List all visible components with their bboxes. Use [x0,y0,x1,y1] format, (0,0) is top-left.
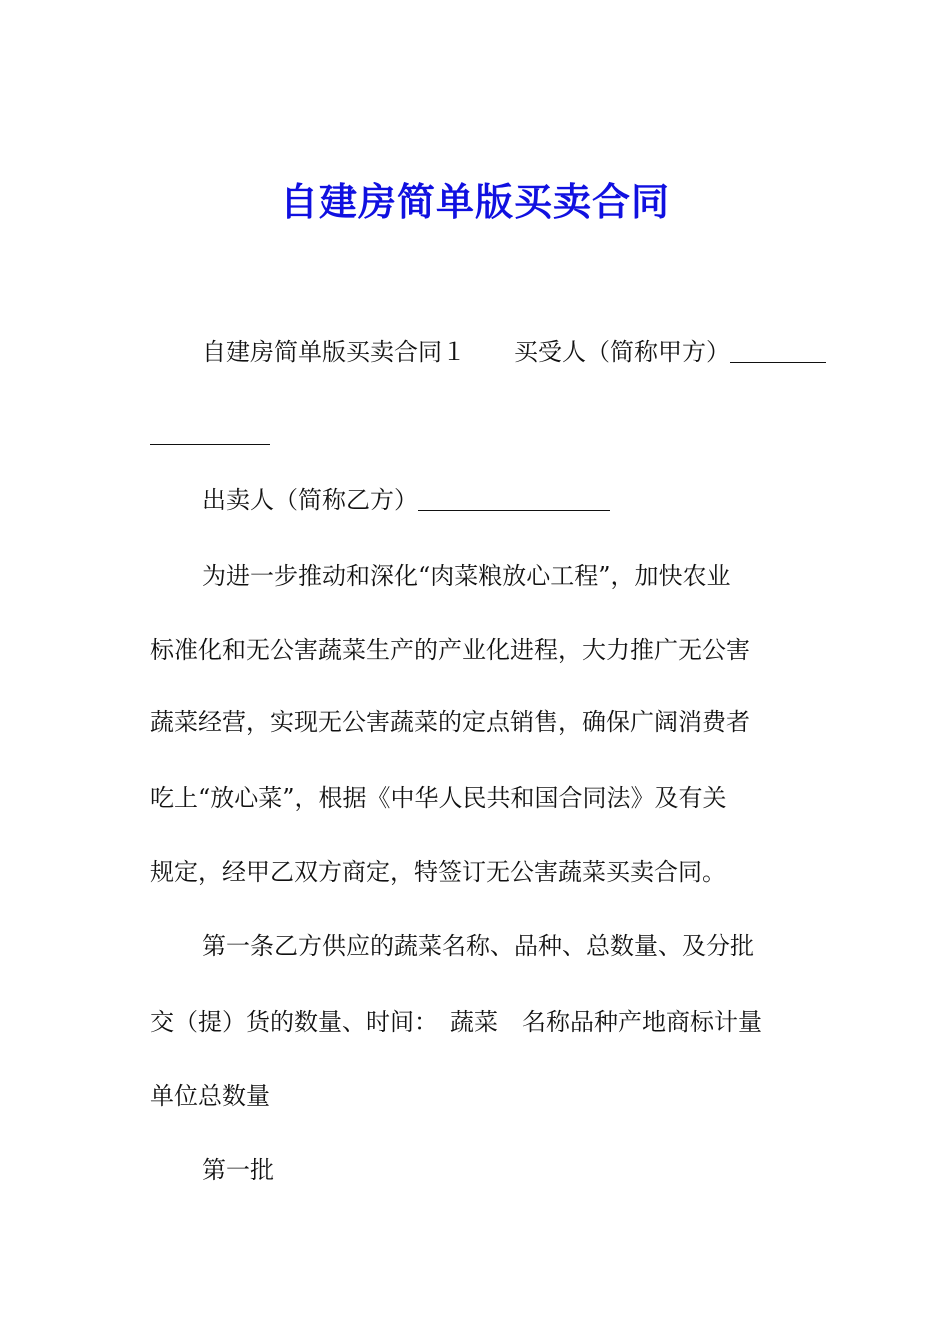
paragraph-line: 为进一步推动和深化“肉菜粮放心工程”，加快农业 [202,562,731,590]
seller-line: 出卖人（简称乙方）＿＿＿＿＿＿＿＿ [202,486,610,514]
paragraph-line: 规定，经甲乙双方商定，特签订无公害蔬菜买卖合同。 [150,858,726,886]
article-one-line: 第一条乙方供应的蔬菜名称、品种、总数量、及分批 [202,932,754,960]
article-one-line: 交（提）货的数量、时间： 蔬菜 名称品种产地商标计量 [150,1008,762,1036]
paragraph-line: 蔬菜经营，实现无公害蔬菜的定点销售，确保广阔消费者 [150,708,750,736]
paragraph-line: 吃上“放心菜”，根据《中华人民共和国合同法》及有关 [150,784,727,812]
article-one-line: 单位总数量 [150,1082,270,1110]
paragraph-line: 标准化和无公害蔬菜生产的产业化进程，大力推广无公害 [150,636,750,664]
first-batch-label: 第一批 [202,1156,274,1184]
document-title: 自建房简单版买卖合同 [279,179,670,224]
buyer-line-continued: ＿＿＿＿＿ [150,420,270,448]
buyer-line: 自建房简单版买卖合同１ 买受人（简称甲方）＿＿＿＿ [202,338,826,366]
